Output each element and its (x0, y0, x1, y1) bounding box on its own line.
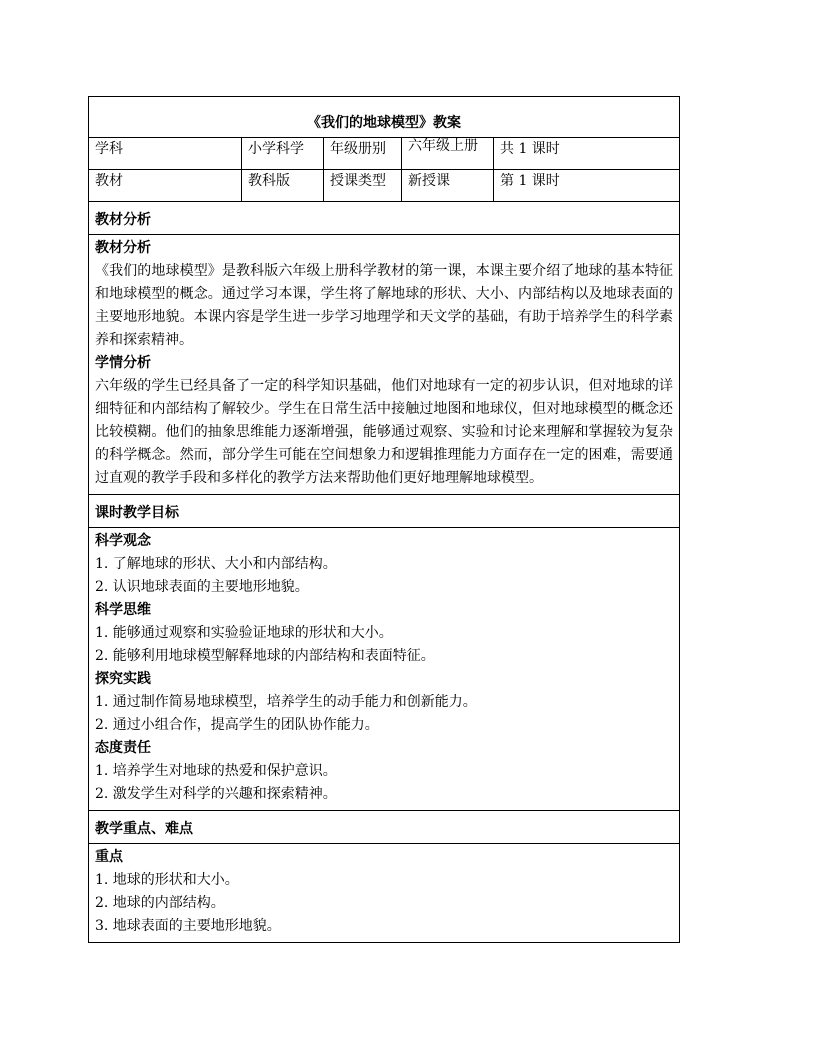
keypoints-content (89, 844, 680, 943)
info-value-total-periods: 共 1 课时 (494, 138, 680, 170)
info-value-lesson-type: 新授课 (402, 170, 494, 202)
list-item: 1. 了解地球的形状、大小和内部结构。 (95, 556, 337, 572)
lesson-plan-page (88, 96, 679, 943)
lesson-plan-table (88, 96, 680, 943)
document-title: 《我们的地球模型》教案 (89, 97, 680, 138)
list-item: 1. 通过制作简易地球模型，培养学生的动手能力和创新能力。 (95, 694, 477, 710)
paragraph-student-analysis: 六年级的学生已经具备了一定的科学知识基础，他们对地球有一定的初步认识，但对地球的详细特征和内部结构了解较少。学生在日常生活中接触过地图和地球仪，但对地球模型的概念还比较模糊。他们的抽象思维能力逐渐增强，能够通过观察、实验和讨论来理解和掌握较为复杂的科学概念。然而，部分学生可能在空间想象力和逻辑推理能力方面存在一定的困难，需要通过直观的教学手段和多样化的教学方法来帮助他们更好地理解地球模型。 (95, 378, 674, 486)
info-row-textbook (89, 170, 680, 202)
info-label-textbook: 教材 (89, 170, 242, 202)
subheading-attitude-responsibility: 态度责任 (95, 740, 151, 756)
subheading-science-thinking: 科学思维 (95, 602, 151, 618)
list-item: 3. 地球表面的主要地形地貌。 (95, 918, 281, 934)
list-item: 2. 激发学生对科学的兴趣和探索精神。 (95, 786, 337, 802)
info-value-grade: 六年级上册 (402, 138, 494, 170)
paragraph-textbook-analysis: 《我们的地球模型》是教科版六年级上册科学教材的第一课，本课主要介绍了地球的基本特征和地球模型的概念。通过学习本课，学生将了解地球的形状、大小、内部结构以及地球表面的主要地形地貌。本课内容是学生进一步学习地理学和天文学的基础，有助于培养学生的科学素养和探索精神。 (95, 263, 674, 348)
section-heading-analysis: 教材分析 (89, 202, 680, 235)
list-item: 2. 地球的内部结构。 (95, 895, 225, 911)
objectives-content (89, 528, 680, 811)
info-label-lesson-type: 授课类型 (324, 170, 402, 202)
list-item: 1. 地球的形状和大小。 (95, 872, 239, 888)
subheading-textbook-analysis: 教材分析 (95, 240, 151, 256)
list-item: 1. 能够通过观察和实验验证地球的形状和大小。 (95, 625, 393, 641)
info-value-period: 第 1 课时 (494, 170, 680, 202)
list-item: 2. 通过小组合作，提高学生的团队协作能力。 (95, 717, 379, 733)
info-value-subject: 小学科学 (242, 138, 324, 170)
list-item: 2. 认识地球表面的主要地形地貌。 (95, 579, 309, 595)
list-item: 1. 培养学生对地球的热爱和保护意识。 (95, 763, 337, 779)
section-heading-objectives: 课时教学目标 (89, 495, 680, 528)
analysis-content (89, 235, 680, 495)
subheading-key-points: 重点 (95, 849, 123, 865)
section-heading-keypoints: 教学重点、难点 (89, 811, 680, 844)
info-label-grade: 年级册别 (324, 138, 402, 170)
subheading-inquiry-practice: 探究实践 (95, 671, 151, 687)
info-value-textbook: 教科版 (242, 170, 324, 202)
info-row-subject (89, 138, 680, 170)
subheading-science-concept: 科学观念 (95, 533, 151, 549)
info-label-subject: 学科 (89, 138, 242, 170)
list-item: 2. 能够利用地球模型解释地球的内部结构和表面特征。 (95, 648, 435, 664)
subheading-student-analysis: 学情分析 (95, 355, 151, 371)
